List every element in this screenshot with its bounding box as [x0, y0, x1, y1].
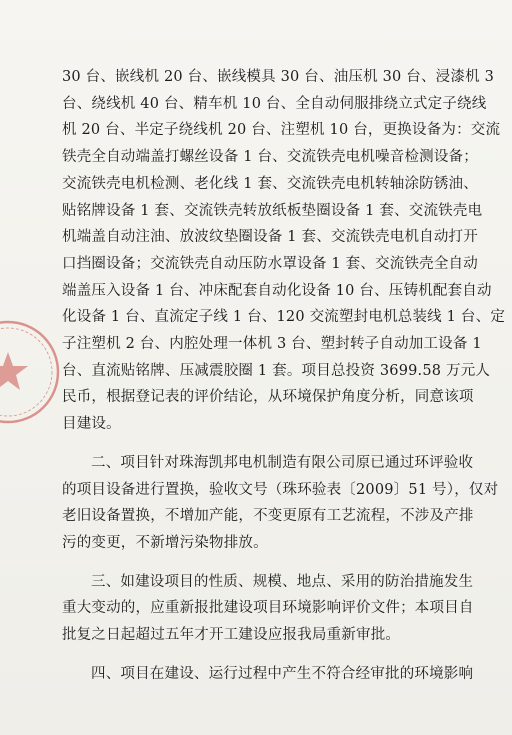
body-line: 台、直流贴铭牌、压减震胶圈 1 套。项目总投资 3699.58 万元人	[62, 362, 491, 379]
para2-line: 的项目设备进行置换，验收文号（珠环验表〔2009〕51 号），仅对	[62, 481, 499, 498]
para3-line: 三、如建设项目的性质、规模、地点、采用的防治措施发生	[91, 573, 474, 590]
official-seal	[0, 318, 62, 426]
body-line: 机 20 台、半定子绕线机 20 台、注塑机 10 台，更换设备为：交流	[62, 122, 501, 139]
para2-line: 污的变更，不新增污染物排放。	[62, 534, 268, 551]
paragraph-gap	[62, 557, 462, 569]
paragraph-gap	[62, 649, 462, 661]
paragraph-gap	[62, 438, 462, 450]
body-line: 机端盖自动注油、放波纹垫圈设备 1 套、交流铁壳电机自动打开	[62, 229, 478, 246]
para2-line: 老旧设备置换，不增加产能，不变更原有工艺流程，不涉及产排	[62, 508, 474, 525]
para3-line: 批复之日起超过五年才开工建设应报我局重新审批。	[62, 627, 401, 644]
para2-line: 二、项目针对珠海凯邦电机制造有限公司原已通过环评验收	[91, 454, 474, 471]
body-line: 端盖压入设备 1 台、冲床配套自动化设备 10 台、压铸机配套自动	[62, 282, 492, 299]
document-body	[62, 64, 506, 687]
body-line: 30 台、嵌线机 20 台、嵌线模具 30 台、油压机 30 台、浸漆机 3	[62, 69, 494, 85]
star-icon	[0, 352, 28, 390]
body-line: 交流铁壳电机检测、老化线 1 套、交流铁壳电机转轴涂防锈油、	[62, 175, 478, 192]
body-line: 民币，根据登记表的评价结论，从环境保护角度分析，同意该项	[62, 389, 474, 406]
body-line: 口挡圈设备；交流铁壳自动压防水罩设备 1 套、交流铁壳全自动	[62, 255, 478, 272]
body-line: 台、绕线机 40 台、精车机 10 台、全自动伺服排绕立式定子绕线	[62, 95, 487, 112]
body-line: 铁壳全自动端盖打螺丝设备 1 台、交流铁壳电机噪音检测设备；	[62, 149, 478, 166]
para3-line: 重大变动的，应重新报批建设项目环境影响评价文件；本项目自	[62, 600, 474, 617]
body-line: 目建设。	[62, 416, 121, 433]
body-line: 贴铭牌设备 1 套、交流铁壳转放纸板垫圈设备 1 套、交流铁壳电	[62, 202, 483, 219]
para4-line: 四、项目在建设、运行过程中产生不符合经审批的环境影响	[91, 665, 474, 682]
body-line: 子注塑机 2 台、内腔处理一体机 3 台、塑封转子自动加工设备 1	[62, 336, 482, 353]
body-line: 化设备 1 台、直流定子线 1 台、120 交流塑封电机总装线 1 台、定	[62, 309, 506, 326]
